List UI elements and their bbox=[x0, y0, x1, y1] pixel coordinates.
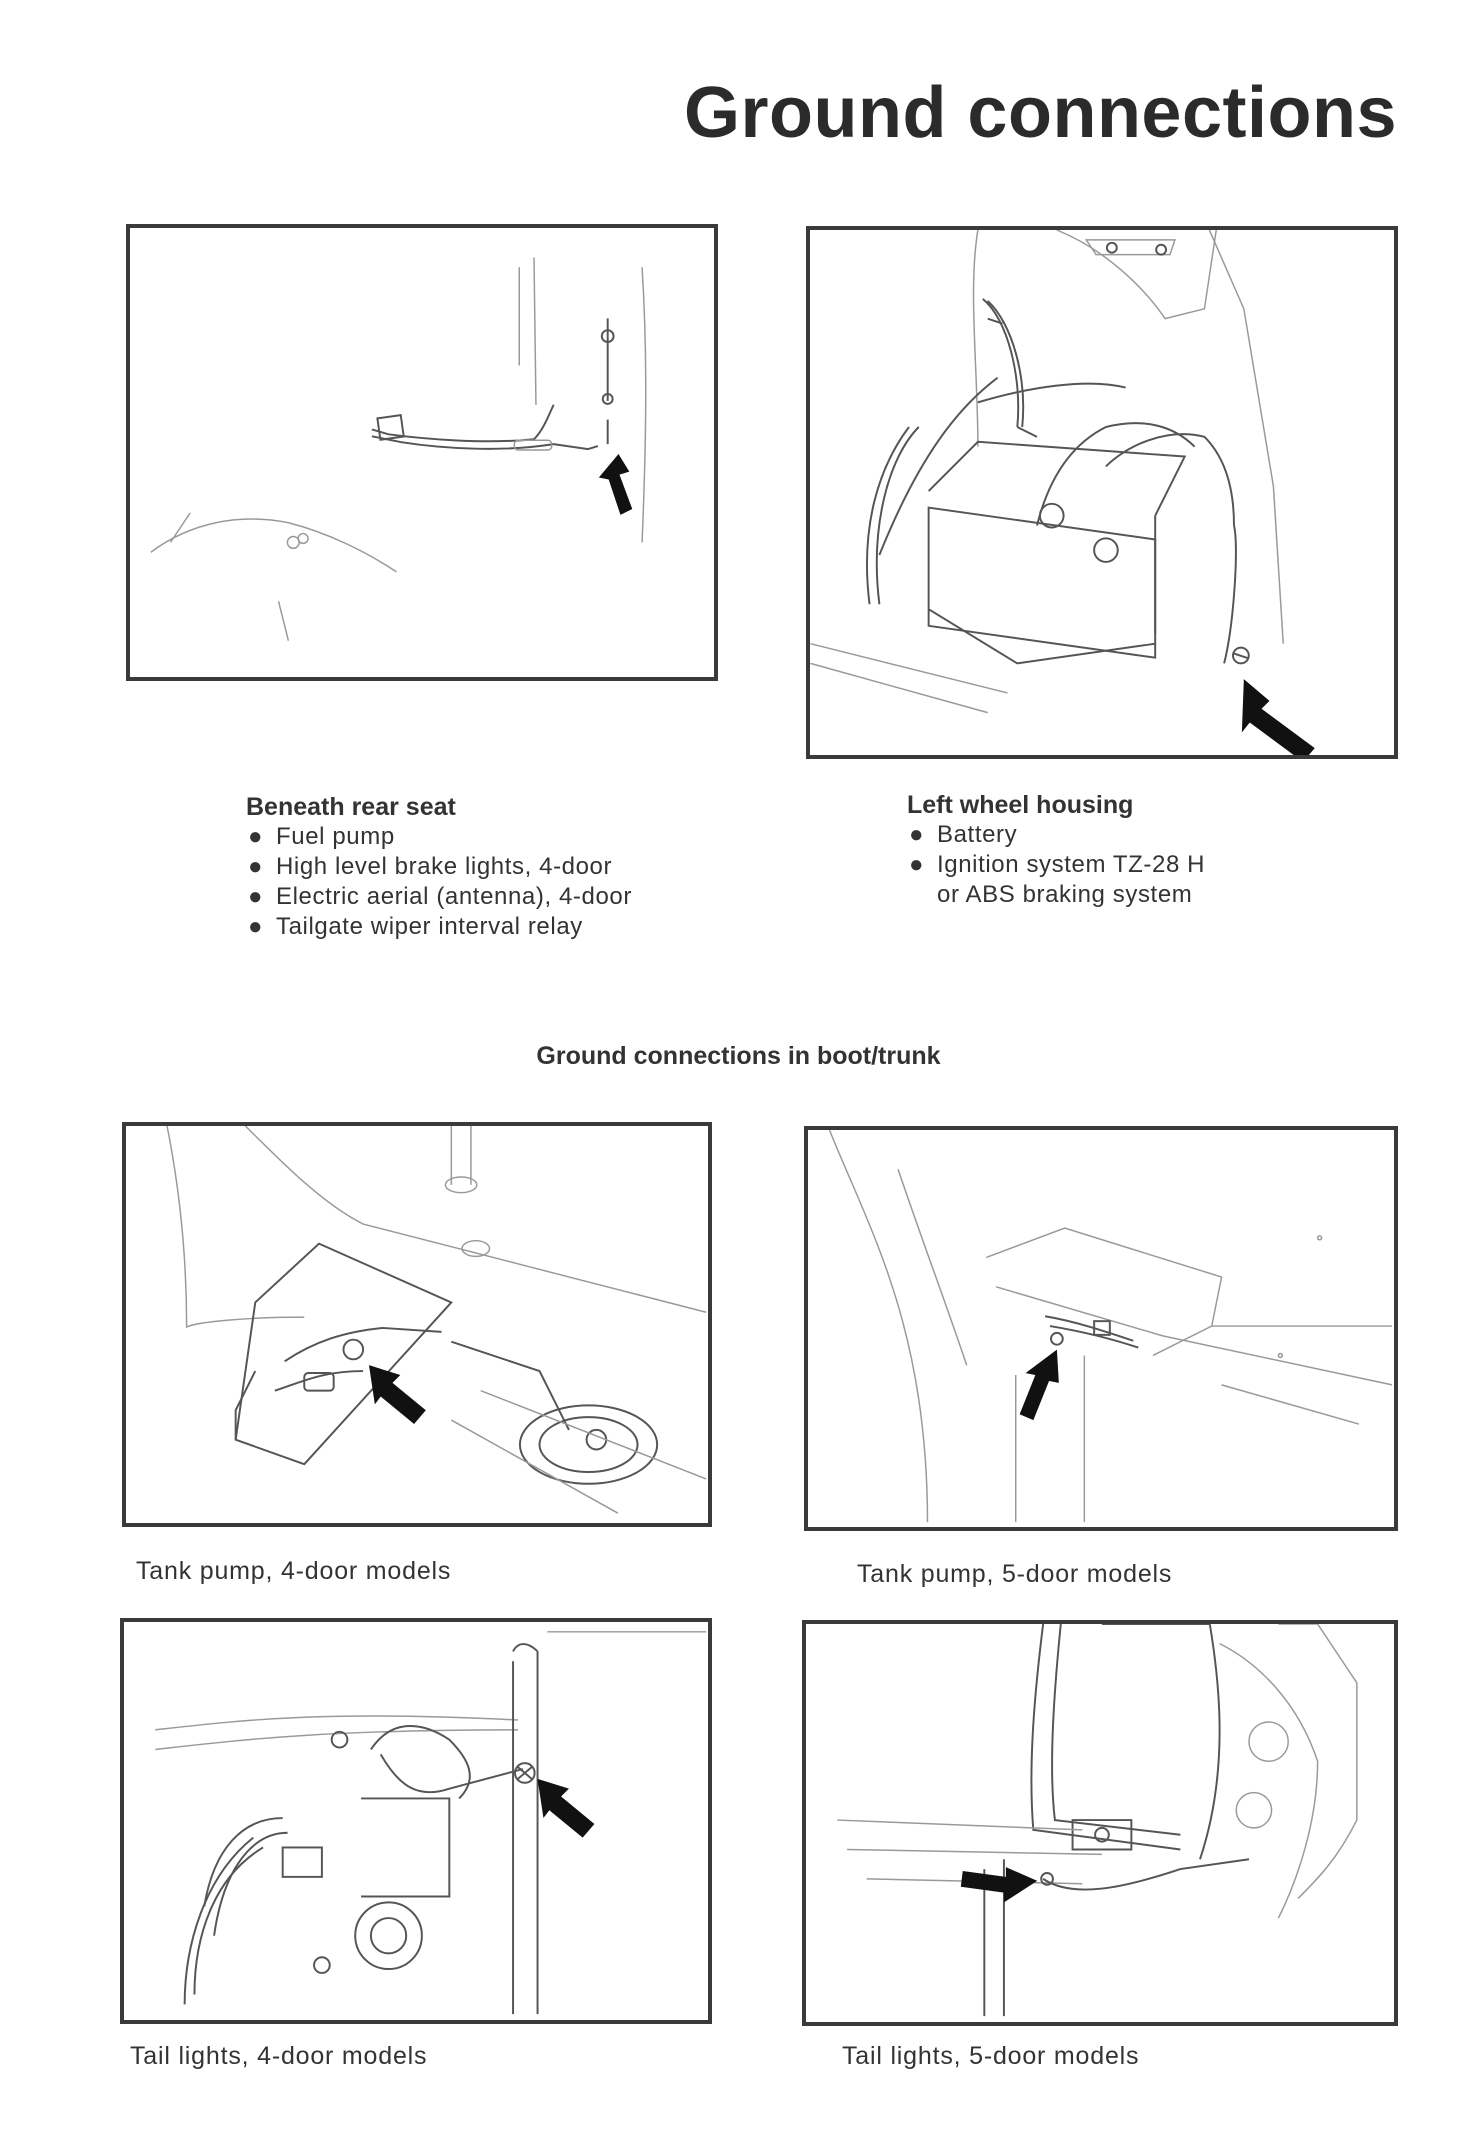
arrow-icon bbox=[599, 454, 632, 515]
list-item: ● Tailgate wiper interval relay bbox=[248, 913, 583, 940]
list-item: ● Fuel pump bbox=[248, 823, 395, 850]
figure-caption: Tank pump, 5-door models bbox=[857, 1560, 1173, 1588]
caption-heading: Beneath rear seat bbox=[246, 793, 456, 821]
ground-list bbox=[246, 822, 706, 942]
arrow-icon bbox=[1020, 1350, 1059, 1421]
caption-left-wheel-housing bbox=[907, 790, 1327, 910]
figure-tank-pump-4door bbox=[122, 1122, 712, 1527]
caption-heading: Left wheel housing bbox=[907, 791, 1134, 819]
arrow-icon bbox=[538, 1779, 595, 1838]
figure-tank-pump-5door bbox=[804, 1126, 1398, 1531]
figure-caption: Tail lights, 4-door models bbox=[130, 2042, 428, 2070]
ground-list bbox=[907, 820, 1327, 910]
illustration-rear-seat bbox=[130, 228, 714, 677]
caption-beneath-rear-seat bbox=[246, 792, 706, 942]
illustration-tank-5door bbox=[808, 1130, 1394, 1527]
section-heading: Ground connections in boot/trunk bbox=[536, 1042, 941, 1070]
arrow-icon bbox=[369, 1365, 426, 1424]
page-title: Ground connections bbox=[683, 73, 1397, 153]
figure-beneath-rear-seat bbox=[126, 224, 718, 681]
arrow-icon bbox=[961, 1867, 1037, 1902]
figure-tail-lights-5door bbox=[802, 1620, 1398, 2026]
illustration-tail-4door bbox=[124, 1622, 708, 2020]
list-item: ● Ignition system TZ-28 H bbox=[909, 851, 1206, 878]
list-item: ● Battery bbox=[909, 821, 1018, 848]
figure-caption: Tank pump, 4-door models bbox=[136, 1557, 452, 1585]
arrow-icon bbox=[1242, 679, 1315, 755]
illustration-tail-5door bbox=[806, 1624, 1394, 2022]
list-item-continuation: or ABS braking system bbox=[937, 881, 1193, 908]
figure-left-wheel-housing bbox=[806, 226, 1398, 759]
list-item: ● Electric aerial (antenna), 4-door bbox=[248, 883, 632, 910]
figure-tail-lights-4door bbox=[120, 1618, 712, 2024]
illustration-tank-4door bbox=[126, 1126, 708, 1523]
illustration-battery bbox=[810, 230, 1394, 755]
figure-caption: Tail lights, 5-door models bbox=[842, 2042, 1140, 2070]
list-item: ● High level brake lights, 4-door bbox=[248, 853, 613, 880]
